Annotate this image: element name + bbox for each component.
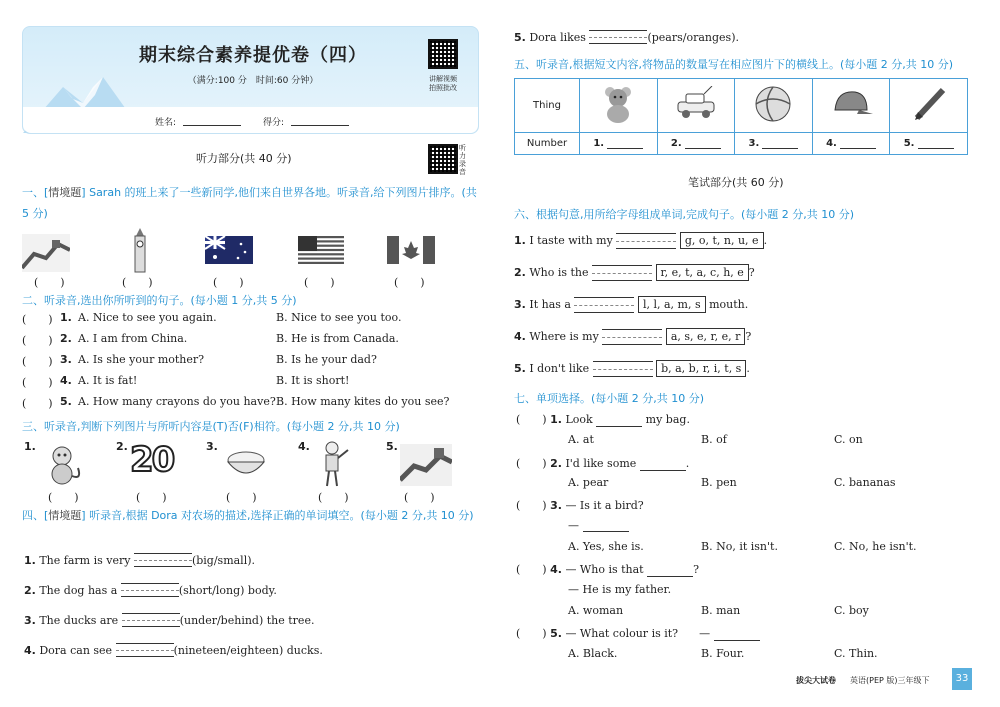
- section-3-title: 三、听录音,判断下列图片与所听内容是(T)否(F)相符。(每小题 2 分,共 10 分): [22, 420, 400, 433]
- monkey-picture: [44, 444, 84, 486]
- choice-question: ( ) 3. — Is it a bird?: [516, 499, 644, 512]
- option-a[interactable]: A. woman: [568, 604, 624, 617]
- number-cell: 5.: [890, 133, 968, 155]
- answer-paren[interactable]: ( ): [213, 276, 244, 289]
- answer-paren[interactable]: ( ): [516, 413, 547, 426]
- qr-caption: 讲解视频 拍照批改: [429, 75, 457, 92]
- letter-box: g, o, t, n, u, e: [680, 232, 764, 249]
- answer-paren[interactable]: ( ): [516, 627, 547, 640]
- letter-box: b, a, b, r, i, t, s: [656, 360, 746, 377]
- word-item: 5. I don't like b, a, b, r, i, t, s .: [514, 362, 750, 375]
- letter-box: l, l, a, m, s: [638, 296, 706, 313]
- answer-blank[interactable]: [647, 565, 693, 577]
- australia-flag-picture: [205, 236, 253, 264]
- word-item: 4. Where is my a, s, e, r, e, r ?: [514, 330, 752, 343]
- page-title: 期末综合素养提优卷（四）: [139, 45, 367, 66]
- option-c[interactable]: C. bananas: [834, 476, 896, 489]
- option-c[interactable]: C. on: [834, 433, 863, 446]
- choice-question: ( ) 5. — What colour is it? —: [516, 625, 760, 641]
- answer-blank[interactable]: [685, 138, 721, 149]
- fill-item: 4. Dora can see (nineteen/eighteen) ducks.: [24, 644, 323, 657]
- answer-blank[interactable]: [616, 233, 676, 249]
- number-cell: 2.: [657, 133, 735, 155]
- answer-paren[interactable]: ( ): [516, 499, 547, 512]
- ball-cell: [735, 79, 813, 133]
- answer-paren[interactable]: ( ): [318, 491, 349, 504]
- number-twenty-picture: 20: [130, 440, 174, 480]
- answer-line: —: [568, 519, 629, 532]
- answer-blank[interactable]: [714, 629, 760, 641]
- list-item: ( ) 1. A. Nice to see you again. B. Nice to see you too.: [22, 311, 402, 326]
- cap-cell: [812, 79, 890, 133]
- answer-paren[interactable]: ( ): [22, 397, 53, 410]
- answer-blank[interactable]: [840, 138, 876, 149]
- teddy-bear-icon: [598, 84, 638, 124]
- number-cell: 3.: [735, 133, 813, 155]
- answer-blank[interactable]: [574, 297, 634, 313]
- option-c[interactable]: C. boy: [834, 604, 869, 617]
- listening-heading: 听力部分(共 40 分): [196, 152, 292, 165]
- section-6-title: 六、根据句意,用所给字母组成单词,完成句子。(每小题 2 分,共 10 分): [514, 208, 855, 221]
- answer-paren[interactable]: ( ): [22, 334, 53, 347]
- answer-paren[interactable]: ( ): [136, 491, 167, 504]
- answer-blank[interactable]: [602, 329, 662, 345]
- answer-blank[interactable]: [589, 30, 647, 44]
- answer-paren[interactable]: ( ): [516, 457, 547, 470]
- choice-question: ( ) 4. — Who is that ?: [516, 563, 699, 576]
- option-a[interactable]: A. pear: [568, 476, 609, 489]
- teddy-bear-cell: [580, 79, 658, 133]
- canada-flag-picture: [387, 236, 435, 264]
- answer-blank[interactable]: [122, 613, 180, 627]
- section-1-title: 一、[情境题] Sarah 的班上来了一些新同学,他们来自世界各地。听录音,给下列图片排序。(共 5 分): [22, 186, 477, 220]
- pencil-icon: [909, 84, 949, 124]
- list-item: ( ) 3. A. Is she your mother? B. Is he your dad?: [22, 353, 377, 368]
- great-wall-picture: [22, 234, 70, 272]
- choice-question: ( ) 2. I'd like some .: [516, 457, 690, 470]
- name-label: 姓名:: [155, 118, 177, 128]
- section-7-title: 七、单项选择。(每小题 2 分,共 10 分): [514, 392, 705, 405]
- word-item: 3. It has a l, l, a, m, s mouth.: [514, 298, 749, 311]
- answer-paren[interactable]: ( ): [22, 376, 53, 389]
- answer-blank[interactable]: [607, 138, 643, 149]
- option-a[interactable]: A. at: [568, 433, 594, 446]
- answer-blank[interactable]: [116, 643, 174, 657]
- great-wall-picture: [400, 444, 452, 486]
- answer-line: — He is my father.: [568, 583, 672, 596]
- fill-item: 2. The dog has a (short/long) body.: [24, 584, 277, 597]
- answer-blank[interactable]: [592, 265, 652, 281]
- fill-item: 5. Dora likes (pears/oranges).: [514, 31, 739, 44]
- option-c[interactable]: C. No, he isn't.: [834, 540, 917, 553]
- section-5-title: 五、听录音,根据短文内容,将物品的数量写在相应图片下的横线上。(每小题 2 分,共 10 分): [514, 58, 954, 71]
- option-b[interactable]: B. Four.: [701, 647, 745, 660]
- answer-blank[interactable]: [762, 138, 798, 149]
- toy-car-icon: [674, 86, 718, 122]
- answer-paren[interactable]: ( ): [404, 491, 435, 504]
- thing-header: Thing: [515, 79, 580, 133]
- letter-box: a, s, e, r, e, r: [666, 328, 746, 345]
- score-label: 得分:: [263, 118, 285, 128]
- name-row: [23, 107, 478, 133]
- page-number: 33: [952, 668, 972, 690]
- choice-question: ( ) 1. Look my bag.: [516, 413, 690, 426]
- option-c[interactable]: C. Thin.: [834, 647, 878, 660]
- option-a[interactable]: A. Yes, she is.: [568, 540, 644, 553]
- answer-paren[interactable]: ( ): [34, 276, 65, 289]
- option-b[interactable]: B. man: [701, 604, 741, 617]
- word-item: 2. Who is the r, e, t, a, c, h, e ?: [514, 266, 755, 279]
- answer-paren[interactable]: ( ): [22, 313, 53, 326]
- boy-picture: [316, 440, 352, 488]
- answer-blank[interactable]: [121, 583, 179, 597]
- list-item: ( ) 4. A. It is fat! B. It is short!: [22, 374, 350, 389]
- option-b[interactable]: B. No, it isn't.: [701, 540, 778, 553]
- answer-paren[interactable]: ( ): [226, 491, 257, 504]
- writing-heading: 笔试部分(共 60 分): [688, 176, 784, 189]
- name-field[interactable]: [183, 113, 241, 126]
- section-2-list: [22, 311, 482, 416]
- scenario-tag: 情境题: [48, 186, 82, 199]
- listening-qr-code[interactable]: [428, 144, 458, 174]
- score-field[interactable]: [291, 113, 349, 126]
- list-item: ( ) 5. A. How many crayons do you have? B. How many kites do you see?: [22, 395, 450, 410]
- answer-paren[interactable]: ( ): [394, 276, 425, 289]
- rice-bowl-picture: [224, 450, 268, 480]
- fill-item: 1. The farm is very (big/small).: [24, 554, 256, 567]
- title-banner: [22, 26, 479, 134]
- scenario-tag: 情境题: [48, 509, 82, 522]
- number-cell: 4.: [812, 133, 890, 155]
- pencil-cell: [890, 79, 968, 133]
- ball-icon: [753, 84, 793, 124]
- word-item: 1. I taste with my g, o, t, n, u, e .: [514, 234, 768, 247]
- list-item: ( ) 2. A. I am from China. B. He is from Canada.: [22, 332, 399, 347]
- answer-blank[interactable]: [918, 138, 954, 149]
- answer-paren[interactable]: ( ): [22, 355, 53, 368]
- section-2-title: 二、听录音,选出你所听到的句子。(每小题 1 分,共 5 分): [22, 294, 297, 307]
- cap-icon: [829, 86, 873, 122]
- answer-blank[interactable]: [583, 520, 629, 532]
- answer-paren[interactable]: ( ): [122, 276, 153, 289]
- listening-qr-caption: 听力录音: [459, 144, 466, 176]
- answer-paren[interactable]: ( ): [48, 491, 79, 504]
- picture-number: 5.: [386, 440, 398, 453]
- fill-item: 3. The ducks are (under/behind) the tree.: [24, 614, 315, 627]
- number-header: Number: [515, 133, 580, 155]
- option-b[interactable]: B. of: [701, 433, 727, 446]
- answer-blank[interactable]: [134, 553, 192, 567]
- section-4-title: 四、[情境题] 听录音,根据 Dora 对农场的描述,选择正确的单词填空。(每小题 2 分,共 10 分): [22, 509, 474, 522]
- option-b[interactable]: B. pen: [701, 476, 737, 489]
- number-cell: 1.: [580, 133, 658, 155]
- usa-flag-picture: [298, 236, 344, 264]
- qr-code[interactable]: [428, 39, 458, 69]
- footer-brand: 拔尖大试卷: [796, 676, 836, 685]
- picture-number: 3.: [206, 440, 218, 453]
- answer-paren[interactable]: ( ): [304, 276, 335, 289]
- picture-number: 2.: [116, 440, 128, 453]
- picture-number: 4.: [298, 440, 310, 453]
- answer-paren[interactable]: ( ): [516, 563, 547, 576]
- letter-box: r, e, t, a, c, h, e: [656, 264, 749, 281]
- big-ben-picture: [128, 228, 152, 274]
- footer-subject: 英语(PEP 版)三年级下: [850, 676, 930, 685]
- items-table: [514, 78, 968, 155]
- exam-subtitle: （满分:100 分 时间:60 分钟）: [187, 76, 319, 86]
- toy-car-cell: [657, 79, 735, 133]
- answer-blank[interactable]: [640, 459, 686, 471]
- answer-blank[interactable]: [596, 415, 642, 427]
- answer-blank[interactable]: [593, 361, 653, 377]
- picture-number: 1.: [24, 440, 36, 453]
- option-a[interactable]: A. Black.: [568, 647, 618, 660]
